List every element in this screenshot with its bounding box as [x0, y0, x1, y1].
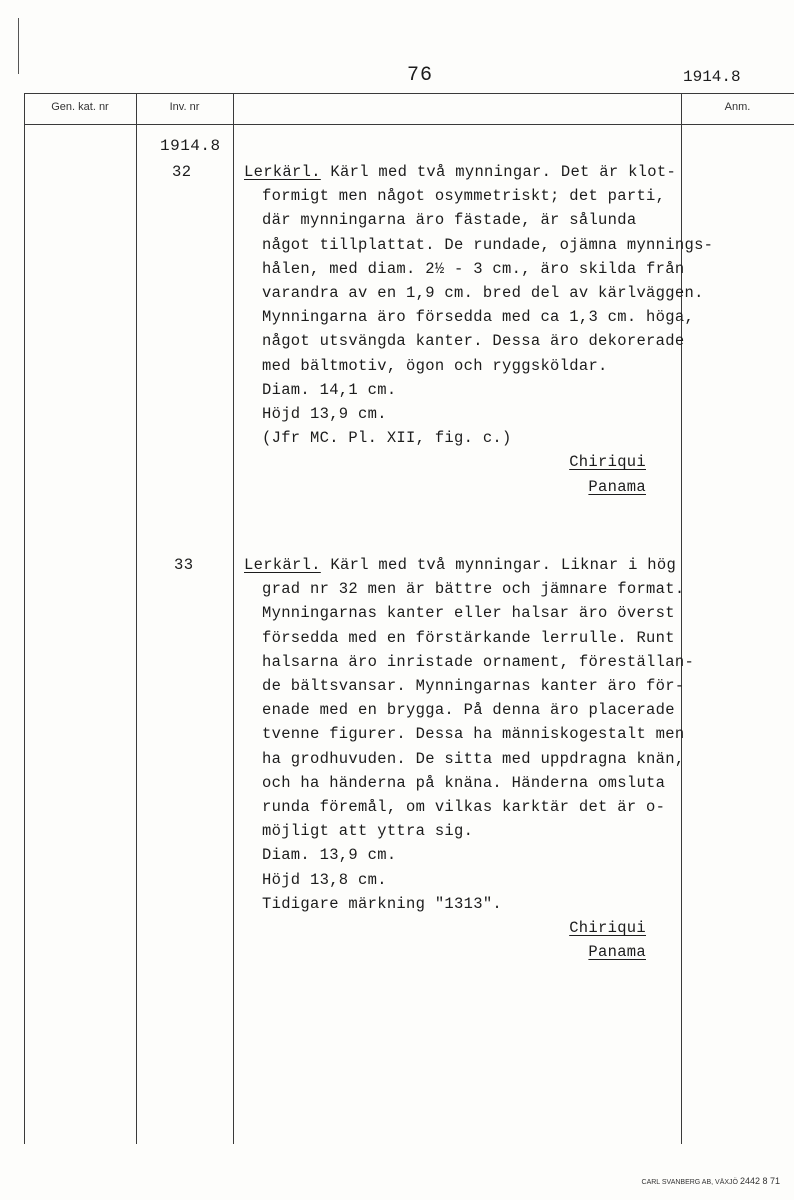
inv-number: 33 — [174, 556, 194, 574]
entry-line: Mynningarnas kanter eller halsar äro överst — [262, 604, 675, 623]
entry-line: där mynningarna äro fästade, är sålunda — [262, 211, 637, 230]
entry-line: försedda med en förstärkande lerrulle. Runt — [262, 628, 675, 647]
entry-line: Höjd 13,8 cm. — [262, 870, 387, 889]
column-header-gen-kat: Gen. kat. nr — [51, 101, 109, 113]
entry-line: med bältmotiv, ögon och ryggsköldar. — [262, 356, 608, 375]
entry-line: och ha händerna på knäna. Händerna omsluta — [262, 773, 666, 792]
column-header-anm: Anm. — [724, 101, 751, 113]
column-divider-inv — [136, 93, 137, 1144]
catalog-entry — [244, 160, 714, 499]
entry-place: Chiriqui — [569, 919, 646, 938]
entry-line: ha grodhuvuden. De sitta med uppdragna knän, — [262, 749, 685, 768]
header-bottom-rule — [24, 124, 794, 125]
entry-place: Chiriqui — [569, 453, 646, 472]
page-reference: 1914.8 — [683, 68, 741, 86]
entry-line: tvenne figurer. Dessa ha människogestalt men — [262, 725, 685, 744]
entry-line: Kärl med två mynningar. Det är klot- — [330, 163, 677, 181]
form-code: 2442 8 71 — [739, 1176, 780, 1186]
entry-line: Tidigare märkning "1313". — [262, 894, 503, 913]
entry-line: något utsvängda kanter. Dessa äro dekorerade — [262, 332, 685, 351]
entry-line: enade med en brygga. På denna äro placerade — [262, 701, 675, 720]
entry-line: grad nr 32 men är bättre och jämnare format. — [262, 580, 685, 599]
entry-line: Mynningarna äro försedda med ca 1,3 cm. höga, — [262, 308, 695, 327]
entry-line: runda föremål, om vilkas karktär det är o- — [262, 798, 666, 817]
margin-mark — [18, 18, 19, 74]
entry-line: halsarna äro inristade ornament, föreställan- — [262, 652, 695, 671]
printer-footer — [642, 1176, 780, 1186]
entry-line: (Jfr MC. Pl. XII, fig. c.) — [262, 429, 512, 448]
entry-line: Kärl med två mynningar. Liknar i hög — [330, 556, 677, 574]
catalog-entry — [244, 553, 704, 964]
entry-line: något tillplattat. De rundade, ojämna mynnings- — [262, 235, 714, 254]
table-top-rule — [24, 93, 794, 94]
entry-line: varandra av en 1,9 cm. bred del av kärlväggen. — [262, 284, 704, 303]
column-header-inv: Inv. nr — [169, 101, 200, 113]
printer-name: CARL SVANBERG AB, VÄXJÖ — [641, 1179, 738, 1186]
entry-title: Lerkärl. — [244, 163, 321, 181]
entry-line: formigt men något osymmetriskt; det parti, — [262, 187, 666, 206]
inv-number: 32 — [172, 163, 192, 181]
entry-line: de bältsvansar. Mynningarnas kanter äro för- — [262, 677, 685, 696]
inv-heading: 1914.8 — [160, 137, 221, 155]
entry-title: Lerkärl. — [244, 556, 321, 574]
entry-line: möjligt att yttra sig. — [262, 822, 474, 841]
entry-line: hålen, med diam. 2½ - 3 cm., äro skilda från — [262, 259, 685, 278]
column-divider-text — [233, 93, 234, 1144]
entry-country: Panama — [588, 943, 646, 962]
entry-line: Diam. 13,9 cm. — [262, 846, 397, 865]
entry-line: Höjd 13,9 cm. — [262, 405, 387, 424]
entry-country: Panama — [588, 477, 646, 496]
entry-line: Diam. 14,1 cm. — [262, 380, 397, 399]
table-left-border — [24, 93, 25, 1144]
page-number: 76 — [406, 64, 433, 87]
